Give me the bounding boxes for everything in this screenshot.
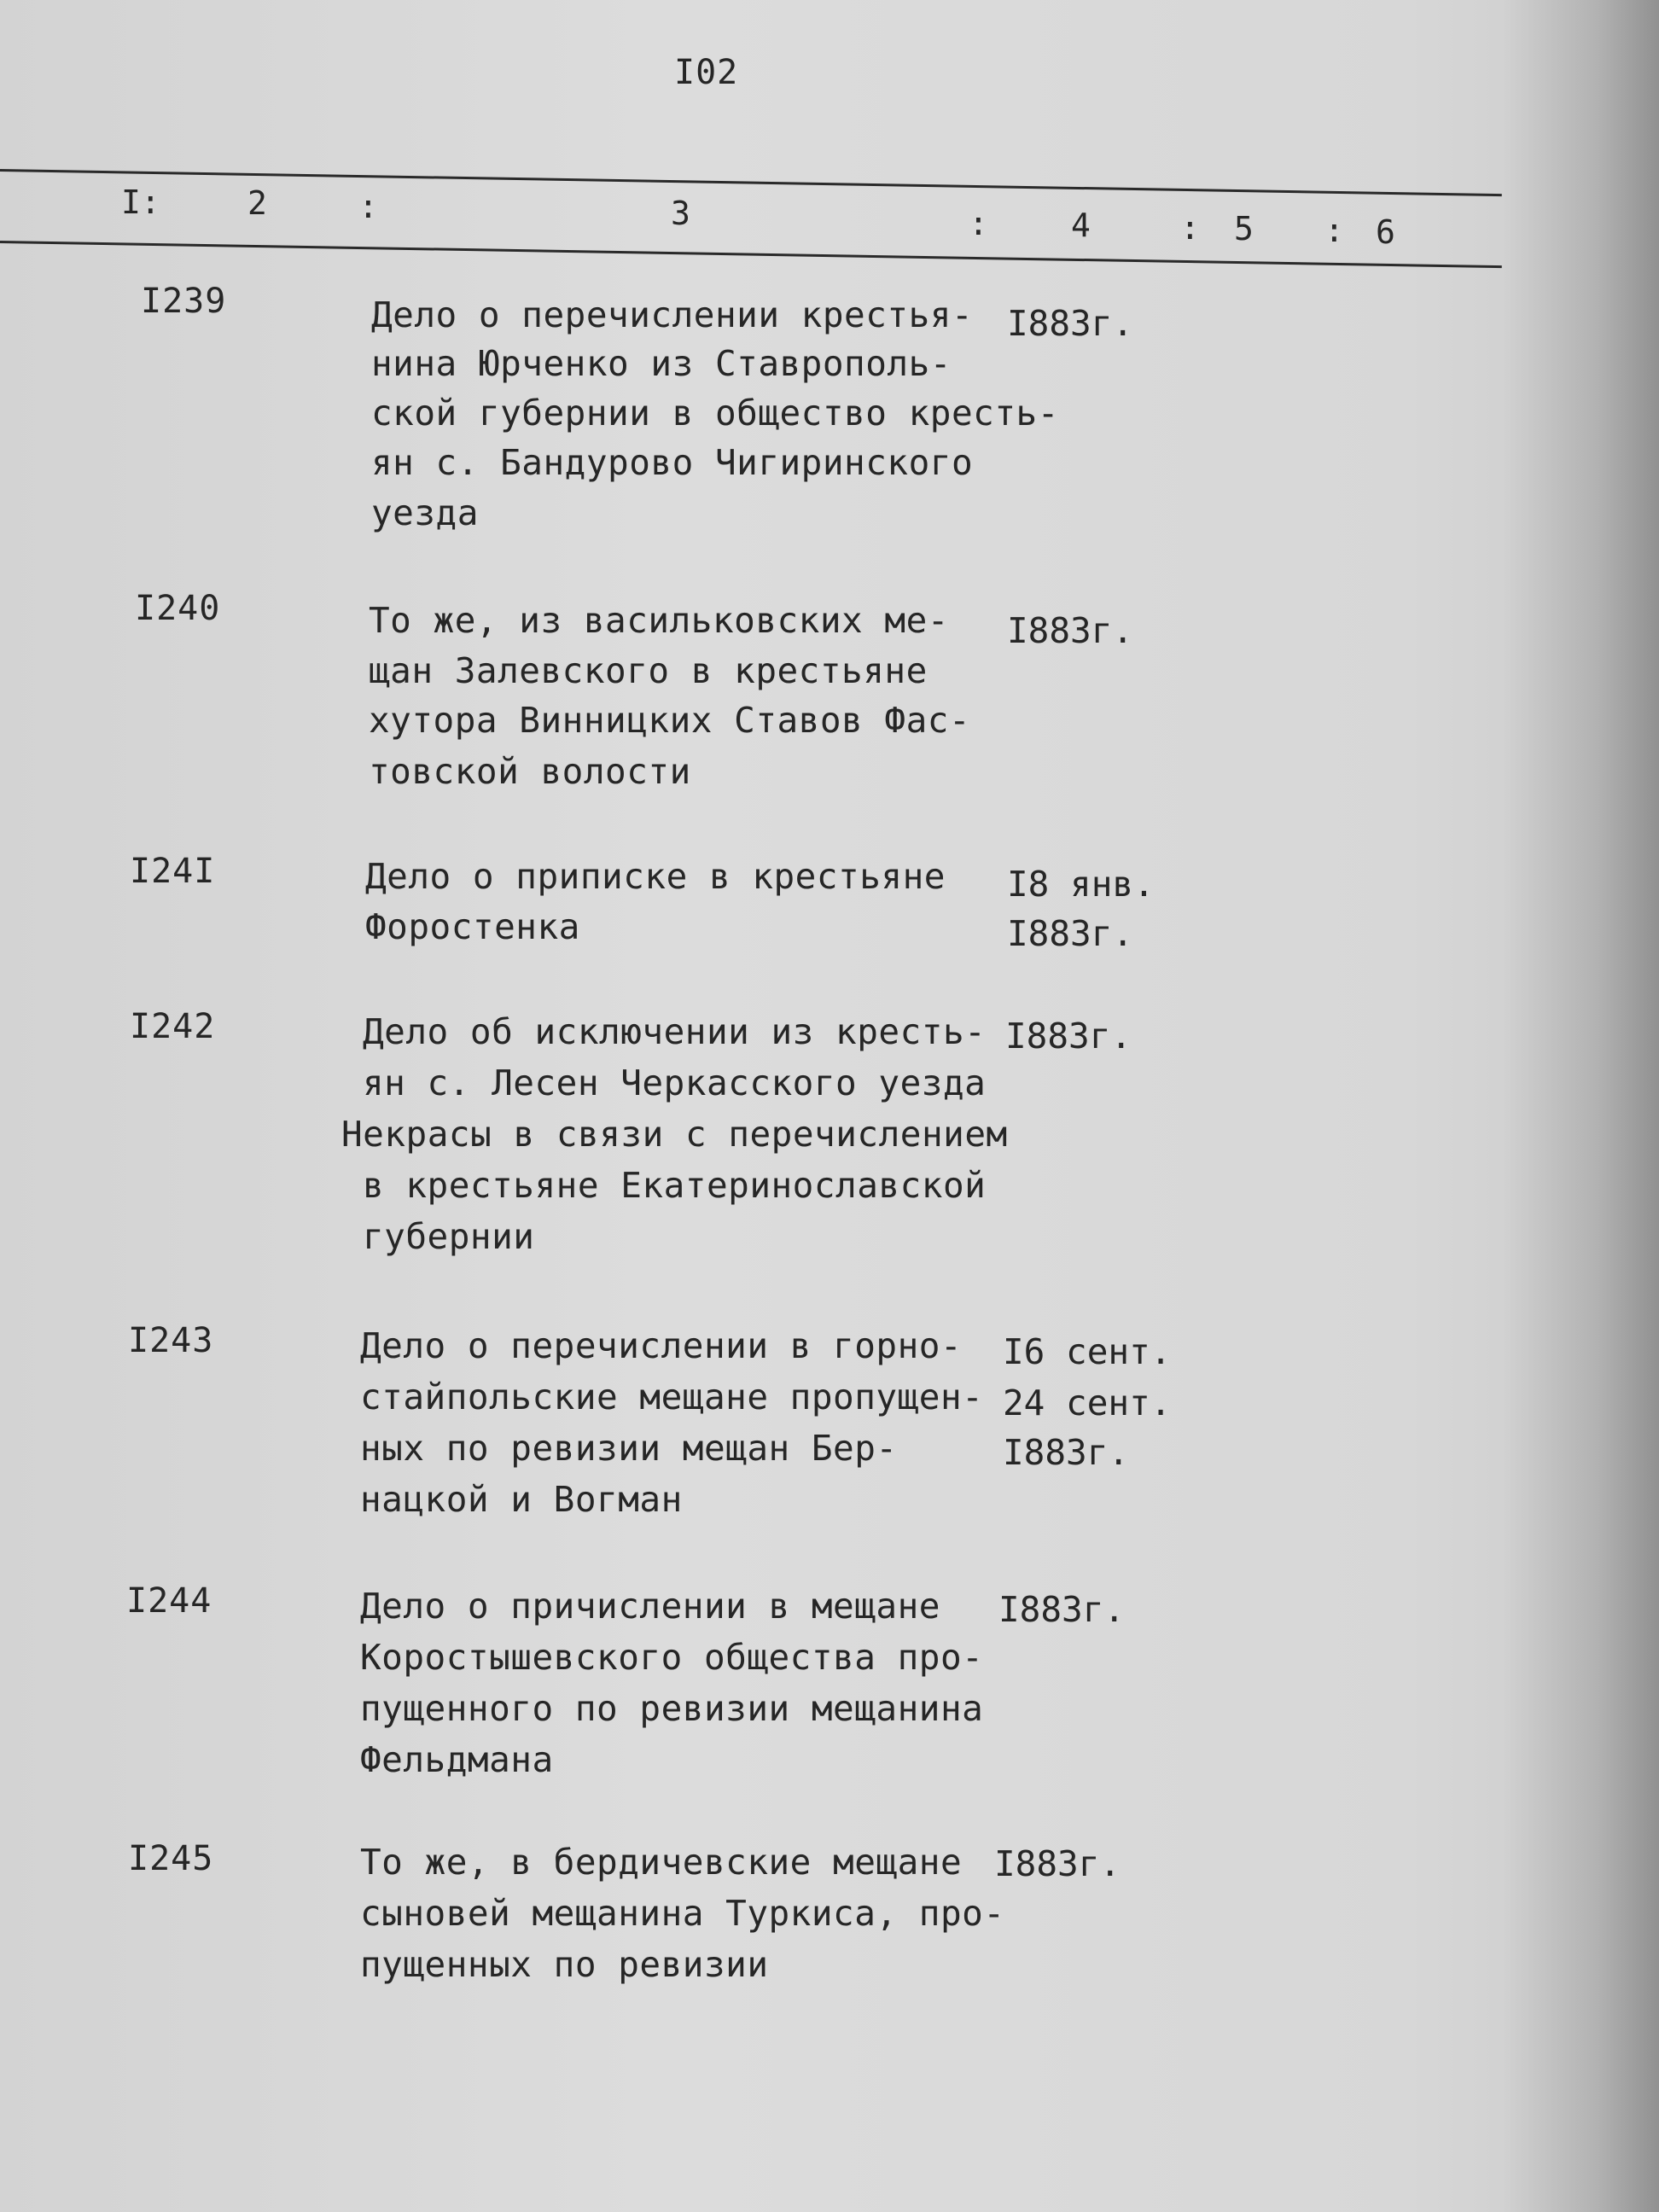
entry-description-line: Фельдмана xyxy=(360,1739,554,1780)
column-separator: : xyxy=(1324,212,1344,249)
entry-description-line: нина Юрченко из Ставрополь- xyxy=(371,343,952,384)
column-separator: : xyxy=(1180,209,1200,247)
entry-date: I883г. xyxy=(1005,1016,1132,1057)
page-edge-shadow xyxy=(1502,0,1659,2212)
entry-description-line: щан Залевского в крестьяне xyxy=(369,650,928,691)
entry-description-line: То же, в бердичевские мещане xyxy=(360,1842,963,1883)
entry-date: I883г. xyxy=(1003,1432,1130,1473)
entry-description-line: губернии xyxy=(363,1216,535,1257)
header-rule-top xyxy=(0,169,1502,196)
entry-date: I883г. xyxy=(1007,610,1134,651)
entry-description-line: хутора Винницких Ставов Фас- xyxy=(369,700,971,741)
column-header-3: 3 xyxy=(671,195,690,232)
entry-description-line: ской губернии в общество кресть- xyxy=(371,393,1059,434)
column-header-4: 4 xyxy=(1071,207,1091,244)
column-header-6: 6 xyxy=(1376,213,1395,251)
column-header-1: I: xyxy=(121,183,160,221)
entry-description-line: ян с. Бандурово Чигиринского xyxy=(371,442,974,483)
entry-description-line: То же, из васильковских ме- xyxy=(369,600,949,641)
entry-description-line: Некрасы в связи с перечислением xyxy=(341,1114,1008,1155)
entry-number: I240 xyxy=(135,589,221,628)
header-rule-bottom xyxy=(0,241,1502,268)
entry-description-line: товской волости xyxy=(369,751,691,792)
entry-number: I243 xyxy=(128,1321,214,1360)
entry-description-line: Дело о перечислении в горно- xyxy=(360,1325,963,1366)
entry-description-line: сыновей мещанина Туркиса, про- xyxy=(360,1893,1005,1934)
entry-date: I6 сент. xyxy=(1003,1331,1172,1372)
entry-description-line: пущенного по ревизии мещанина xyxy=(360,1688,984,1729)
column-separator: : xyxy=(358,188,378,225)
entry-number: I239 xyxy=(141,282,227,321)
entry-description-line: в крестьяне Екатеринославской xyxy=(363,1165,987,1206)
column-separator: : xyxy=(969,205,988,242)
entry-number: I24I xyxy=(130,852,216,891)
entry-description-line: Форостенка xyxy=(365,906,580,947)
entry-date: I883г. xyxy=(998,1589,1126,1630)
entry-description-line: Коростышевского общества про- xyxy=(360,1637,984,1678)
entry-description-line: ян с. Лесен Черкасского уезда xyxy=(363,1062,987,1103)
entry-description-line: стайпольские мещане пропущен- xyxy=(360,1377,984,1417)
entry-date: I883г. xyxy=(1007,913,1134,954)
entry-number: I245 xyxy=(128,1839,214,1878)
entry-date: I883г. xyxy=(994,1843,1121,1884)
entry-description-line: уезда xyxy=(371,492,479,533)
entry-description-line: Дело о причислении в мещане xyxy=(360,1586,940,1627)
entry-description-line: ных по ревизии мещан Бер- xyxy=(360,1428,898,1469)
entry-description-line: Дело о приписке в крестьяне xyxy=(365,856,946,897)
entry-date: I883г. xyxy=(1007,303,1134,344)
page-number: I02 xyxy=(674,53,739,92)
entry-description-line: Дело об исключении из кресть- xyxy=(363,1011,987,1052)
entry-description-line: нацкой и Вогман xyxy=(360,1479,683,1520)
entry-date: I8 янв. xyxy=(1007,864,1155,905)
entry-description-line: Дело о перечислении крестья- xyxy=(371,294,974,335)
entry-date: 24 сент. xyxy=(1003,1382,1172,1423)
entry-number: I244 xyxy=(126,1581,212,1621)
entry-description-line: пущенных по ревизии xyxy=(360,1944,769,1985)
column-header-2: 2 xyxy=(247,184,267,222)
column-header-5: 5 xyxy=(1234,210,1254,247)
entry-number: I242 xyxy=(130,1007,216,1046)
